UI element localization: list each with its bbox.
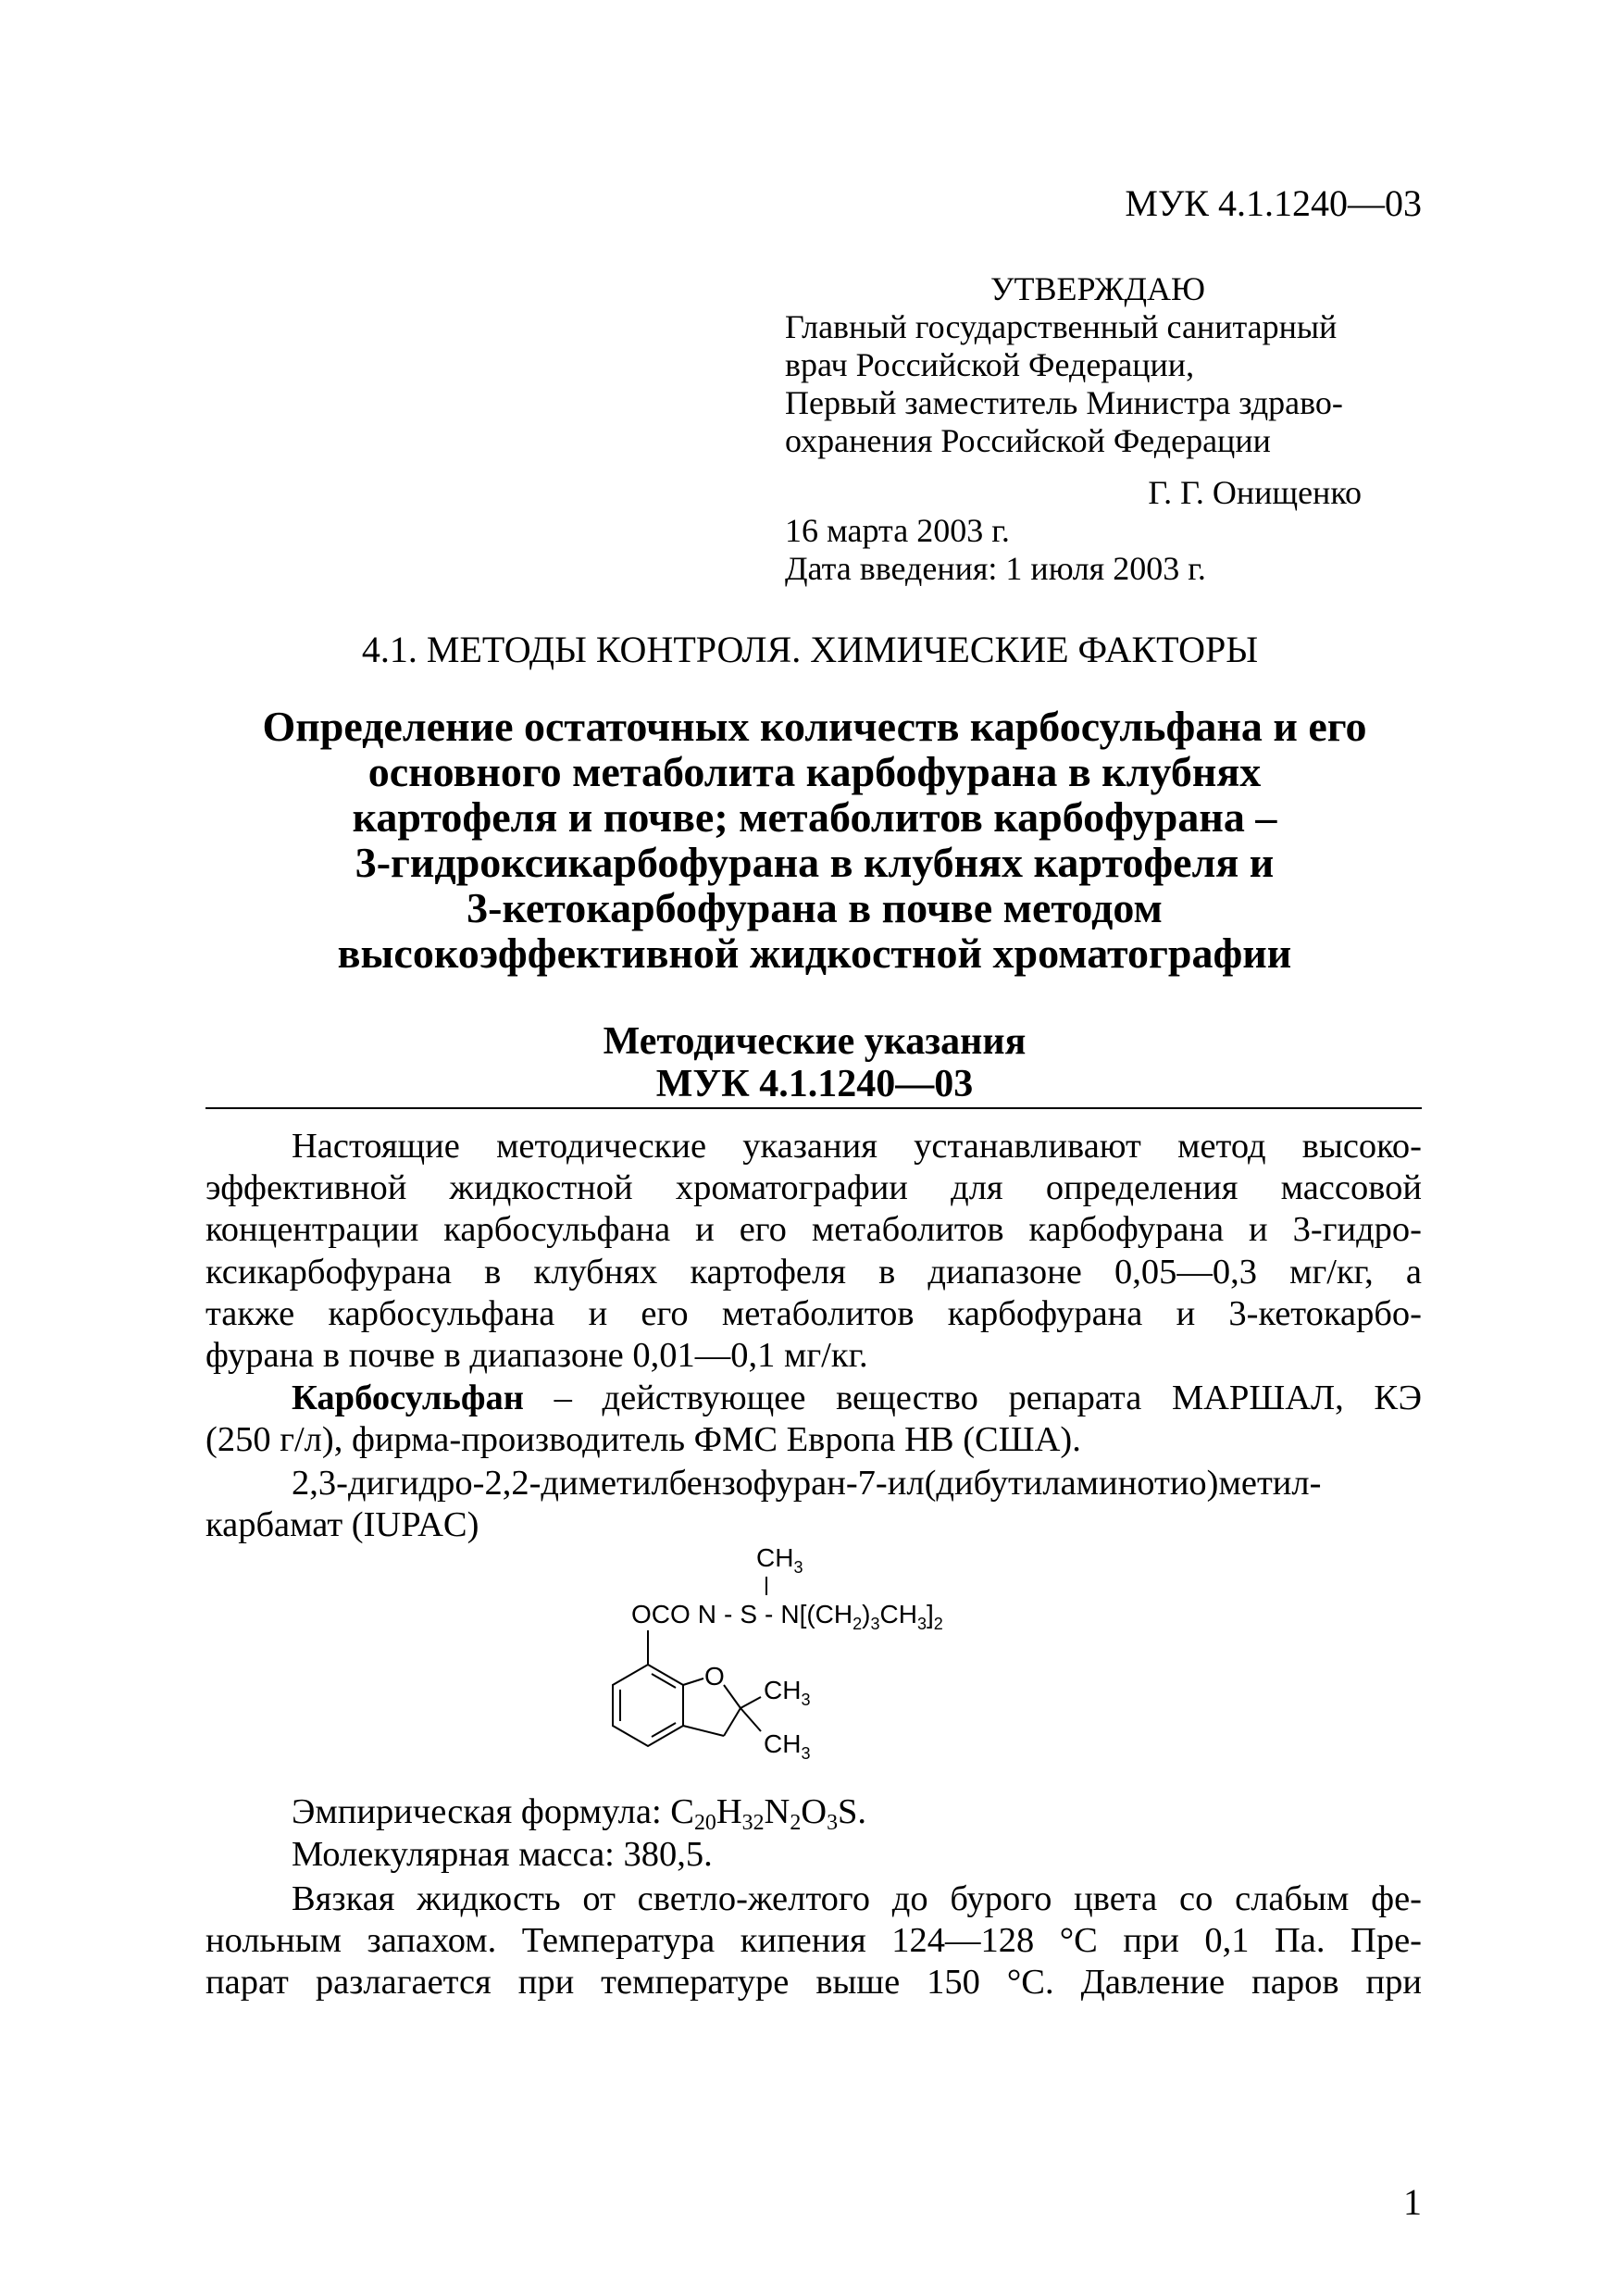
approval-block bbox=[785, 270, 1377, 588]
ring-oxygen: O bbox=[704, 1662, 725, 1691]
text-line: Вязкая жидкость от светло-желтого до бурого цвета со слабым фе- bbox=[292, 1879, 1422, 1918]
title-line: высокоэффективной жидкостной хроматографии bbox=[337, 930, 1292, 977]
structure-label: $CH_3$ bbox=[756, 1543, 803, 1577]
formula-label: Эмпирическая формула: bbox=[292, 1792, 671, 1831]
chemical-structure bbox=[611, 1541, 1129, 1773]
term-carbosulfan: Карбосульфан bbox=[292, 1379, 524, 1417]
paragraph-iupac bbox=[205, 1463, 1422, 1546]
paragraph-properties bbox=[205, 1878, 1422, 2004]
approval-line: охранения Российской Федерации bbox=[785, 422, 1271, 459]
structure-label: OCO N - S - $N[(CH_2)_3CH_3]_2$ bbox=[631, 1600, 943, 1633]
title-line: 3-гидроксикарбофурана в клубнях картофеля и bbox=[355, 839, 1275, 886]
mass-text: Молекулярная масса: 380,5. bbox=[292, 1835, 713, 1874]
text-line: эффективной жидкостной хроматографии для определения массовой bbox=[205, 1168, 1422, 1208]
title-line: картофеля и почве; метаболитов карбофурана – bbox=[352, 793, 1277, 841]
empirical-formula bbox=[205, 1791, 1422, 1836]
effective-date: Дата введения: 1 июля 2003 г. bbox=[785, 550, 1206, 587]
approval-line: Главный государственный санитарный bbox=[785, 308, 1338, 345]
approval-line: врач Российской Федерации, bbox=[785, 346, 1195, 383]
text-line: ксикарбофурана в клубнях картофеля в диапазоне 0,05—0,3 мг/кг, а bbox=[205, 1252, 1422, 1292]
structure-label: $CH_3$ bbox=[764, 1676, 811, 1709]
horizontal-rule bbox=[205, 1107, 1422, 1109]
formula-value: $C_{20}H_{32}N_2O_3S$. bbox=[670, 1792, 867, 1836]
approval-heading: УТВЕРЖДАЮ bbox=[990, 270, 1206, 307]
subtitle-type: Методические указания bbox=[603, 1020, 1027, 1063]
approval-line: Первый заместитель Министра здраво- bbox=[785, 384, 1343, 421]
molecular-mass bbox=[205, 1834, 1422, 1876]
paragraph-carbosulfan bbox=[205, 1378, 1422, 1461]
term-description: – действующее вещество репарата МАРШАЛ, КЭ bbox=[523, 1379, 1422, 1417]
text-line: парат разлагается при температуре выше 150 °С. Давление паров при bbox=[205, 1963, 1422, 2003]
title-line: основного метаболита карбофурана в клубнях bbox=[367, 748, 1262, 795]
text-line: 2,3-дигидро-2,2-диметилбензофуран-7-ил(дибутиламинотио)метил- bbox=[292, 1464, 1322, 1503]
signatory: Г. Г. Онищенко bbox=[1148, 474, 1362, 511]
document-code: МУК 4.1.1240—03 bbox=[1125, 182, 1422, 224]
text-line: (250 г/л), фирма-производитель ФМС Европа НВ (США). bbox=[205, 1420, 1081, 1460]
document-title bbox=[194, 704, 1435, 976]
structure-label: $CH_3$ bbox=[764, 1729, 811, 1763]
subtitle-code: МУК 4.1.1240—03 bbox=[655, 1063, 974, 1105]
text-line: нольным запахом. Температура кипения 124—128 °С при 0,1 Па. Пре- bbox=[205, 1921, 1422, 1961]
section-heading: 4.1. МЕТОДЫ КОНТРОЛЯ. ХИМИЧЕСКИЕ ФАКТОРЫ bbox=[361, 629, 1259, 670]
text-line: Настоящие методические указания устанавливают метод высоко- bbox=[292, 1127, 1422, 1166]
title-line: Определение остаточных количеств карбосульфана и его bbox=[262, 703, 1367, 750]
document-subtitle bbox=[194, 1020, 1435, 1105]
text-line: также карбосульфана и его метаболитов карбофурана и 3-кетокарбо- bbox=[205, 1293, 1422, 1333]
page-number: 1 bbox=[1403, 2181, 1422, 2223]
text-line: концентрации карбосульфана и его метаболитов карбофурана и 3-гидро- bbox=[205, 1210, 1422, 1250]
text-line: карбамат (IUPAC) bbox=[205, 1505, 479, 1545]
approval-date: 16 марта 2003 г. bbox=[785, 512, 1010, 549]
paragraph-scope bbox=[205, 1126, 1422, 1377]
text-line: фурана в почве в диапазоне 0,01—0,1 мг/кг. bbox=[205, 1336, 868, 1376]
text-line bbox=[205, 1378, 1422, 1419]
title-line: 3-кетокарбофурана в почве методом bbox=[467, 884, 1163, 931]
